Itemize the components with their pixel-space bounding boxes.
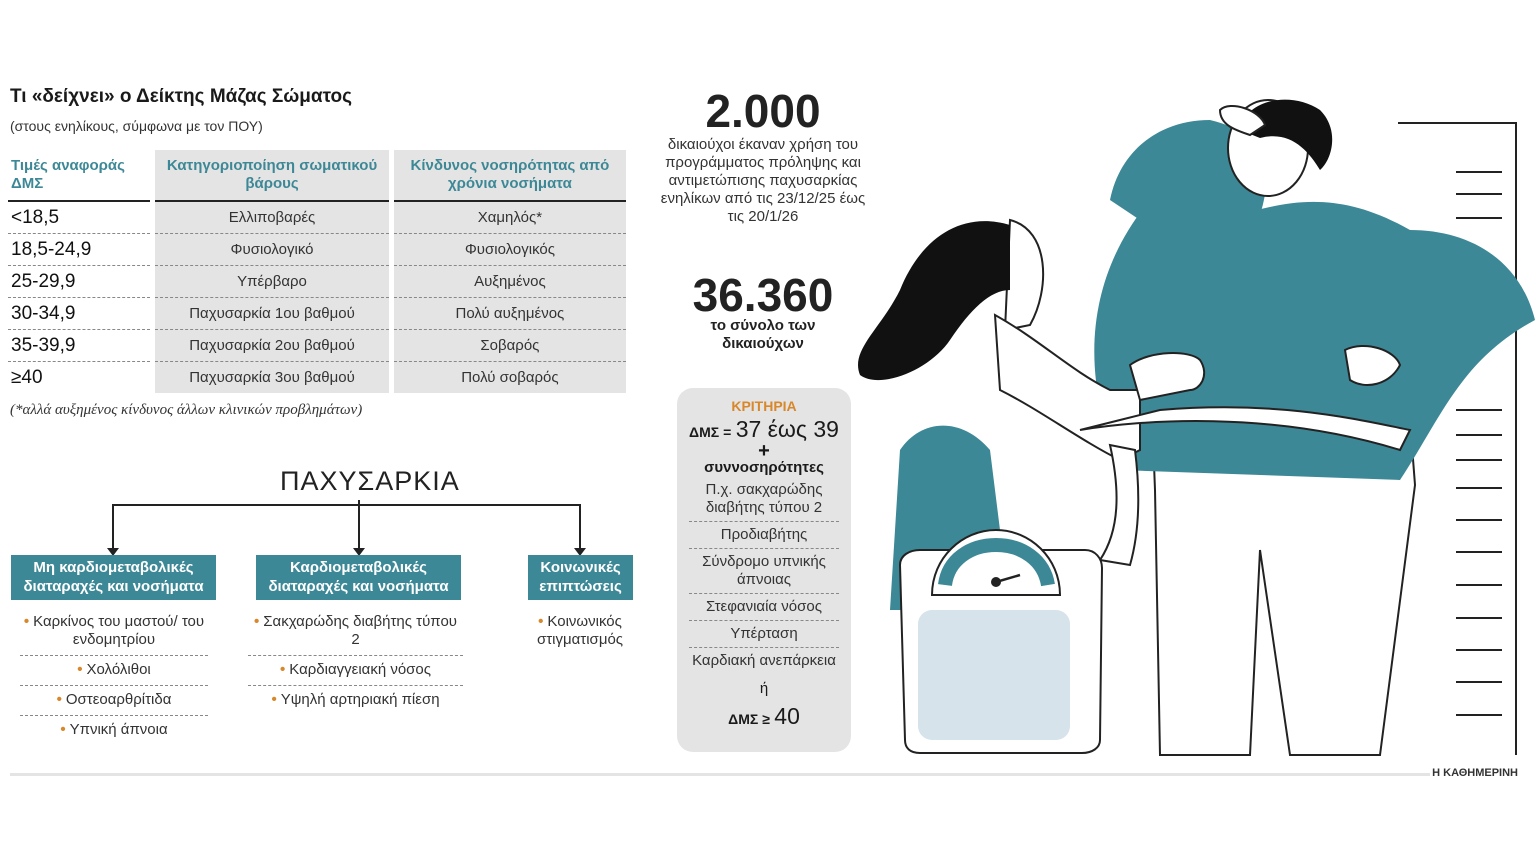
criteria-item: Σύνδρομο υπνικής άπνοιας <box>689 549 839 594</box>
criteria-bmi-alt: ΔΜΣ ≥ 40 <box>728 703 800 729</box>
criteria-comorbidities: συννοσηρότητες <box>704 459 824 476</box>
morbidity-risk: Πολύ σοβαρός <box>391 362 626 394</box>
criteria-item: Προδιαβήτης <box>689 522 839 549</box>
bmi-value: 30-34,9 <box>8 298 153 330</box>
stat-beneficiaries-used: 2.000 <box>705 85 821 137</box>
morbidity-risk: Φυσιολογικός <box>391 234 626 266</box>
credit-label: Η ΚΑΘΗΜΕΡΙΝΗ <box>1432 767 1518 779</box>
bmi-value: <18,5 <box>8 201 153 234</box>
social-list <box>520 608 640 655</box>
weight-category: Παχυσαρκία 2ου βαθμού <box>153 330 392 362</box>
cardiometabolic-list <box>248 608 463 715</box>
list-item: • Χολόλιθοι <box>20 656 208 686</box>
header-morbidity-risk: Κίνδυνος νοσηρότητας από χρόνια νοσήματα <box>391 150 626 201</box>
weight-category: Υπέρβαρο <box>153 266 392 298</box>
list-item: • Καρδιαγγειακή νόσος <box>248 656 463 686</box>
bmi-value: 25-29,9 <box>8 266 153 298</box>
bottom-divider <box>10 773 1430 776</box>
morbidity-risk: Αυξημένος <box>391 266 626 298</box>
page-subtitle: (στους ενηλίκους, σύμφωνα με τον ΠΟΥ) <box>10 118 263 134</box>
table-footnote: (*αλλά αυξημένος κίνδυνος άλλων κλινικών προβλημάτων) <box>10 402 363 418</box>
weight-category: Παχυσαρκία 1ου βαθμού <box>153 298 392 330</box>
list-item: • Σακχαρώδης διαβήτης τύπου 2 <box>248 608 463 656</box>
criteria-item: Καρδιακή ανεπάρκεια <box>692 652 836 669</box>
criteria-bmi-range: ΔΜΣ = 37 έως 39 <box>689 416 839 442</box>
connector-arrows <box>0 0 700 560</box>
list-item: • Υπνική άπνοια <box>60 721 168 738</box>
criteria-plus: + <box>758 440 770 462</box>
obesity-title: ΠΑΧΥΣΑΡΚΙΑ <box>280 466 460 496</box>
header-bmi-values: Τιμές αναφοράς ΔΜΣ <box>11 157 125 192</box>
header-weight-category: Κατηγοριοποίηση σωματικού βάρους <box>153 150 392 201</box>
weight-category: Παχυσαρκία 3ου βαθμού <box>153 362 392 394</box>
category-social: Κοινωνικές επιπτώσεις <box>528 555 633 600</box>
criteria-title: ΚΡΙΤΗΡΙΑ <box>731 398 797 414</box>
stat-total-text: το σύνολο των δικαιούχων <box>710 317 816 352</box>
weight-category: Ελλιποβαρές <box>153 201 392 234</box>
morbidity-risk: Πολύ αυξημένος <box>391 298 626 330</box>
list-item: • Κοινωνικός στιγματισμός <box>536 613 624 648</box>
stat-total: 36.360 <box>692 269 834 321</box>
category-cardiometabolic: Καρδιομεταβολικές διαταραχές και νοσήματα <box>256 555 461 600</box>
list-item: • Οστεοαρθρίτιδα <box>20 686 208 716</box>
page-title: Τι «δείχνει» ο Δείκτης Μάζας Σώματος <box>10 86 353 107</box>
criteria-or: ή <box>759 680 769 697</box>
criteria-example: Π.χ. σακχαρώδης διαβήτης τύπου 2 <box>689 477 839 522</box>
morbidity-risk: Χαμηλός* <box>391 201 626 234</box>
bmi-value: 35-39,9 <box>8 330 153 362</box>
illustration <box>820 90 1536 760</box>
bmi-value: 18,5-24,9 <box>8 234 153 266</box>
list-item: • Καρκίνος του μαστού/ του ενδομητρίου <box>20 608 208 656</box>
criteria-item: Υπέρταση <box>689 621 839 648</box>
stat-beneficiaries-used-text: δικαιούχοι έκαναν χρήση του προγράμματος πρόληψης και αντιμετώπισης παχυσαρκίας ενηλίκων από τις 23/12/25 έως τις 20/1/26 <box>660 136 866 225</box>
list-item: • Υψηλή αρτηριακή πίεση <box>271 691 440 708</box>
weight-category: Φυσιολογικό <box>153 234 392 266</box>
scale-icon <box>900 530 1102 753</box>
non-cardiometabolic-list <box>20 608 208 745</box>
bmi-value: ≥40 <box>8 362 153 394</box>
category-non-cardiometabolic: Μη καρδιομεταβολικές διαταραχές και νοσήματα <box>11 555 216 600</box>
morbidity-risk: Σοβαρός <box>391 330 626 362</box>
criteria-item: Στεφανιαία νόσος <box>689 594 839 621</box>
